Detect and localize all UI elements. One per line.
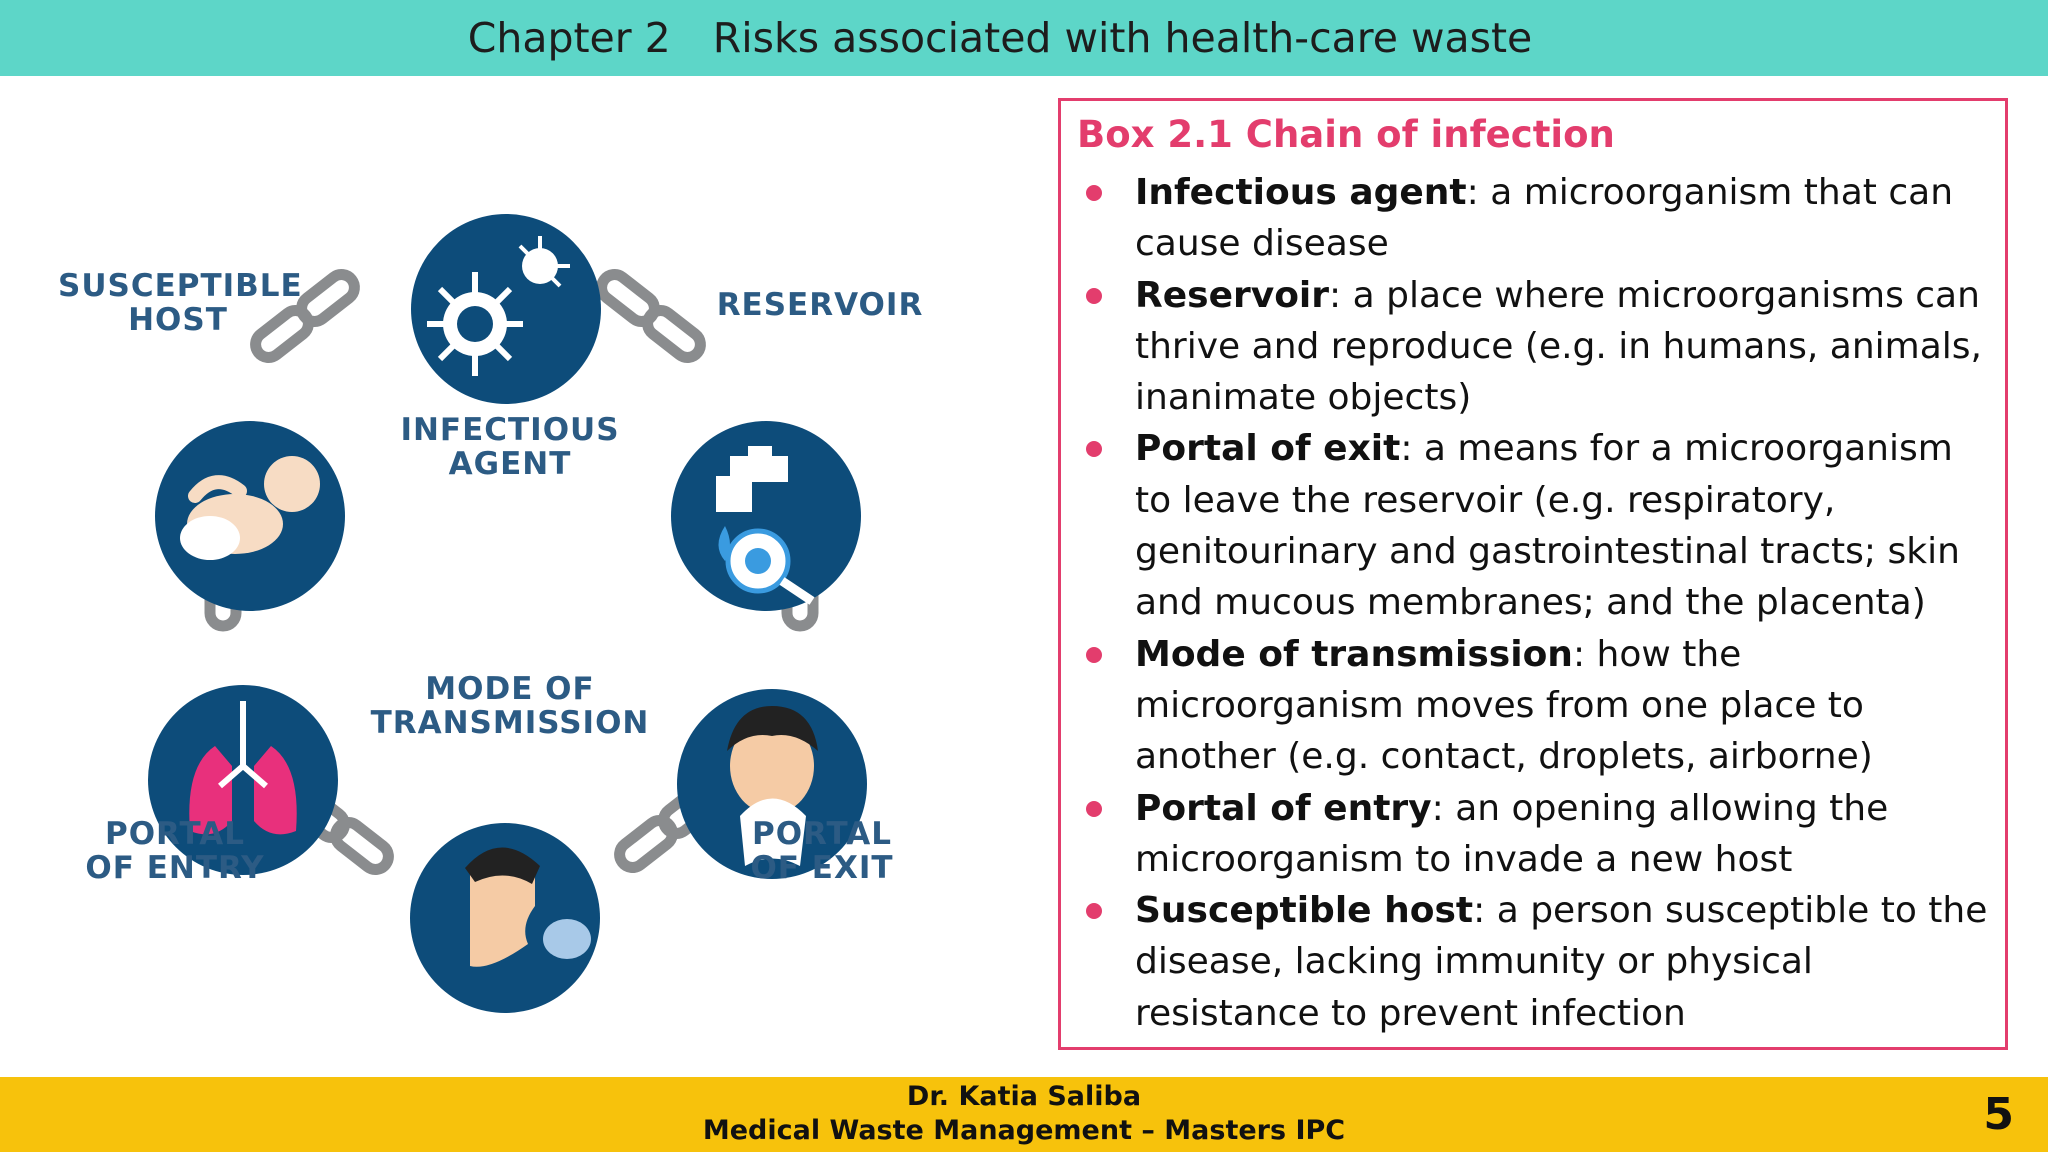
bullet-icon <box>1086 185 1102 201</box>
footer-course: Medical Waste Management – Masters IPC <box>702 1115 1346 1146</box>
list-item <box>1077 167 1997 270</box>
list-item <box>1077 270 1997 424</box>
term: Portal of entry <box>1135 787 1432 829</box>
definition: : how the microorganism moves from one place to another (e.g. contact, droplets, airborne) <box>1135 633 1873 778</box>
box-title: Box 2.1 Chain of infection <box>1077 113 1615 156</box>
chain-of-infection-diagram <box>0 76 1050 1076</box>
faucet-icon <box>671 421 861 611</box>
label-portal-of-exit: PORTAL OF EXIT <box>750 816 894 886</box>
list-item <box>1077 423 1997 628</box>
list-item <box>1077 783 1997 886</box>
bullet-icon <box>1086 288 1102 304</box>
bullet-icon <box>1086 801 1102 817</box>
footer-author: Dr. Katia Saliba <box>906 1081 1142 1112</box>
definition: : a microorganism that can cause disease <box>1135 172 1954 265</box>
bullet-icon <box>1086 441 1102 457</box>
term: Susceptible host <box>1135 890 1474 932</box>
definition: : a person susceptible to the disease, lacking immunity or physical resistance to prevent infection <box>1135 890 1988 1034</box>
page-number: 5 <box>1983 1089 2014 1140</box>
cough-icon <box>410 823 600 1013</box>
label-mode-of-transmission: MODE OF TRANSMISSION <box>370 671 650 741</box>
chain-diagram-graphic <box>0 76 1050 1076</box>
term: Reservoir <box>1135 274 1330 316</box>
slide-title <box>468 14 1533 62</box>
bullet-icon <box>1086 903 1102 919</box>
slide-footer <box>0 1077 2048 1152</box>
label-infectious-agent: INFECTIOUS AGENT <box>400 412 620 482</box>
bullet-icon <box>1086 647 1102 663</box>
label-susceptible-host: SUSCEPTIBLE HOST <box>58 268 303 338</box>
list-item <box>1077 885 1997 1039</box>
virus-icon <box>411 214 601 404</box>
slide-header <box>0 0 2048 76</box>
label-portal-of-entry: PORTAL OF ENTRY <box>85 816 265 886</box>
chapter-label: Chapter 2 <box>467 14 671 62</box>
label-reservoir: RESERVOIR <box>716 287 924 323</box>
definition: : a place where microorganisms can thrive and reproduce (e.g. in humans, animals, inanimate objects) <box>1135 274 1982 419</box>
term: Infectious agent <box>1135 172 1467 213</box>
list-item <box>1077 629 1997 783</box>
baby-icon <box>155 421 345 611</box>
definition-list <box>1077 167 1997 1039</box>
definition: : a means for a microorganism to leave the reservoir (e.g. respiratory, genitourinary and gastrointestinal tracts; skin and mucous membranes; and the placenta) <box>1135 428 1960 624</box>
term: Portal of exit <box>1135 428 1401 470</box>
term: Mode of transmission <box>1135 633 1573 675</box>
chapter-title: Risks associated with health-care waste <box>712 14 1533 62</box>
definition: : an opening allowing the microorganism to invade a new host <box>1135 787 1889 880</box>
chain-of-infection-box <box>1058 98 2008 1050</box>
